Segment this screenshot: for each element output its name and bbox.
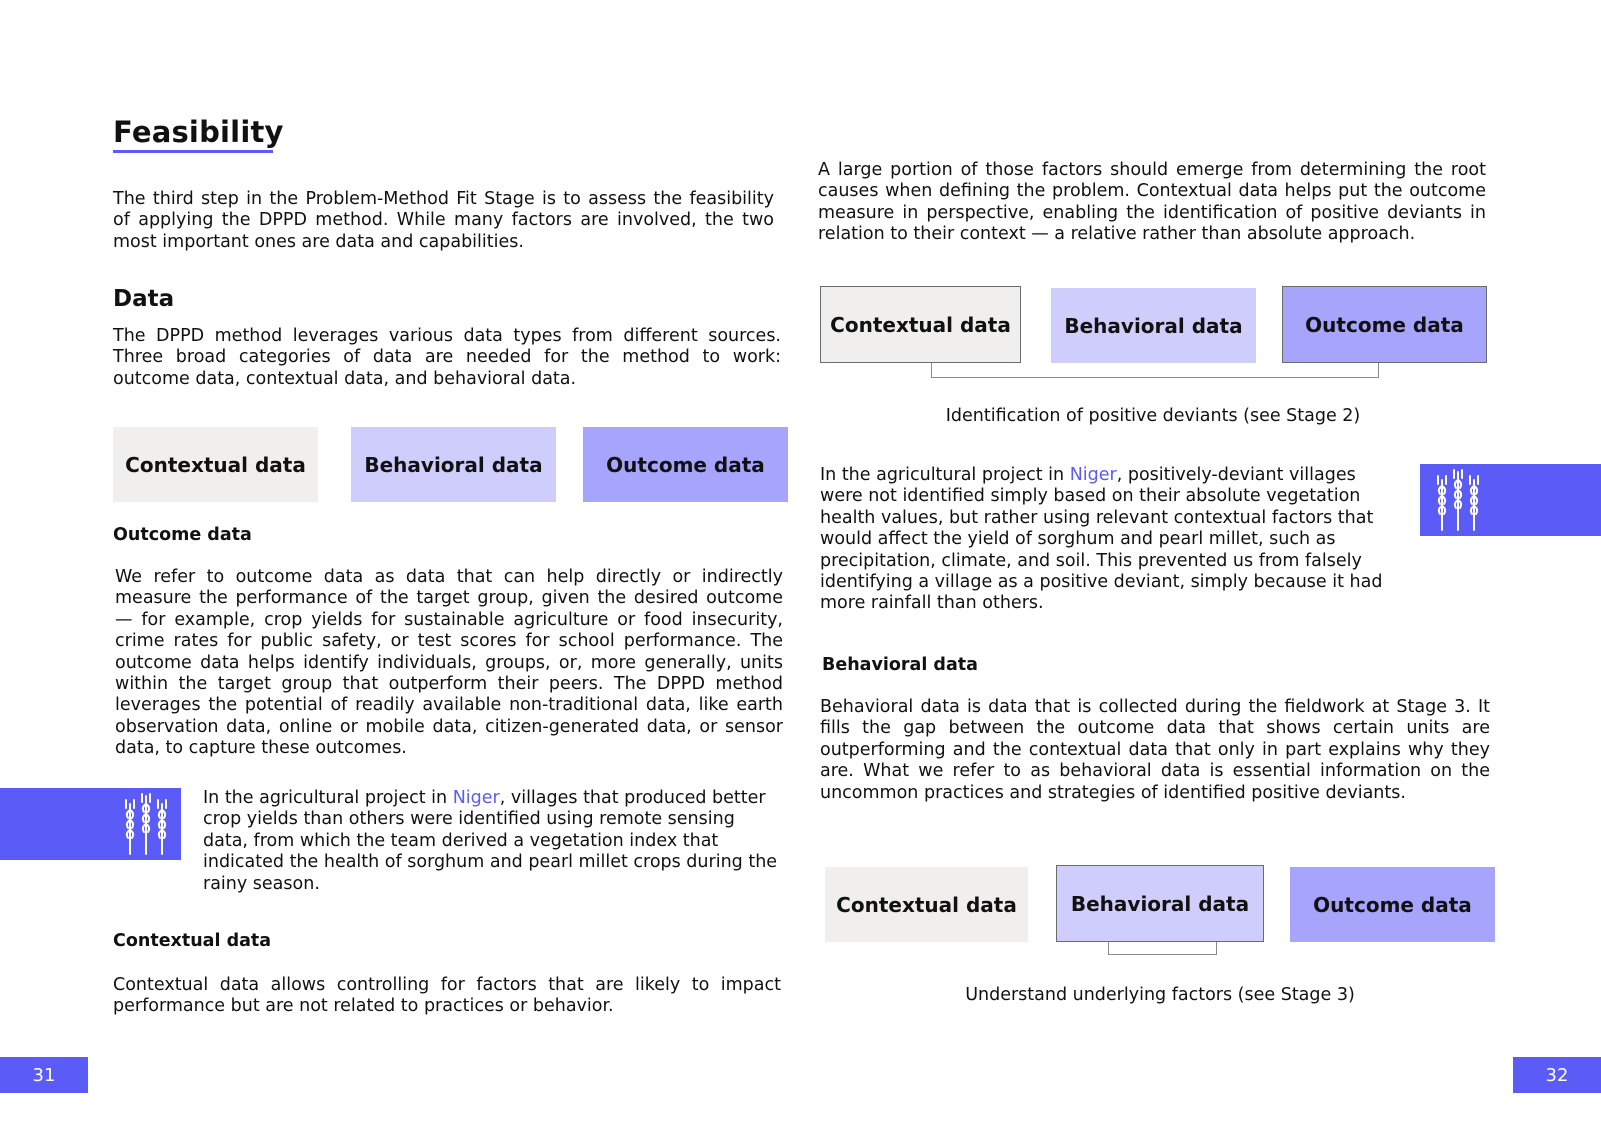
page-title: Feasibility	[113, 115, 284, 149]
data-heading: Data	[113, 286, 175, 312]
diagram2-behavioral-box: Behavioral data	[1056, 865, 1264, 942]
right-example-text-after: , positively-deviant villages were not identified simply based on their absolute vegetation health values, but rather using relevant contextual factors that would affect the yield of sorghum and pearl millet, such as precipitation, climate, and soil. This prevented us from falsely identifying a village as a positive deviant, simply because it had more rainfall than others.	[820, 465, 1383, 614]
right-example-icon-block	[1420, 464, 1601, 536]
diagram1-contextual-box: Contextual data	[820, 286, 1021, 363]
page-number-right: 32	[1513, 1057, 1601, 1093]
behavioral-data-paragraph: Behavioral data is data that is collected during the fieldwork at Stage 3. It fills the gap between the outcome data that shows certain units are outperforming and the contextual data that only in part explains why they are. What we refer to as behavioral data is essential information on the uncommon practices and strategies of identified positive deviants.	[820, 697, 1490, 803]
outcome-data-paragraph: We refer to outcome data as data that can help directly or indirectly measure the performance of the target group, given the desired outcome — for example, crop yields for sustainable agriculture or food insecurity, crime rates for public safety, or test scores for school performance. The outcome data helps identify individuals, groups, or, more generally, units within the target group that outperform their peers. The DPPD method leverages the potential of readily available non-traditional data, like earth observation data, online or mobile data, citizen-generated data, or sensor data, to capture these outcomes.	[115, 567, 783, 759]
right-example-text-before: In the agricultural project in	[820, 465, 1070, 485]
niger-link[interactable]: Niger	[452, 788, 500, 808]
page-number-left: 31	[0, 1057, 88, 1093]
data-intro-paragraph: The DPPD method leverages various data types from different sources. Three broad categories of data are needed for the method to work: outcome data, contextual data, and behavioral data.	[113, 326, 781, 389]
outcome-data-box: Outcome data	[583, 427, 788, 502]
diagram2-contextual-box: Contextual data	[825, 867, 1028, 942]
example-text-before: In the agricultural project in	[203, 788, 453, 808]
contextual-data-paragraph: Contextual data allows controlling for factors that are likely to impact performance but are not related to practices or behavior.	[113, 975, 781, 1017]
right-intro-paragraph: A large portion of those factors should emerge from determining the root causes when defining the problem. Contextual data helps put the outcome measure in perspective, enabling the identification of positive deviants in relation to their context — a relative rather than absolute approach.	[818, 160, 1486, 245]
diagram2-bracket	[1108, 942, 1217, 955]
diagram1-outcome-box: Outcome data	[1282, 286, 1487, 363]
diagram1-caption: Identification of positive deviants (see Stage 2)	[945, 406, 1361, 426]
example-text-after: , villages that produced better crop yields than others were identified using remote sensing data, from which the team derived a vegetation index that indicated the health of sorghum and pearl millet crops during the rainy season.	[203, 788, 778, 894]
behavioral-data-box: Behavioral data	[351, 427, 556, 502]
intro-paragraph: The third step in the Problem-Method Fit Stage is to assess the feasibility of applying the DPPD method. While many factors are involved, the two most important ones are data and capabilities.	[113, 189, 774, 252]
title-underline	[113, 150, 273, 153]
diagram2-outcome-box: Outcome data	[1290, 867, 1495, 942]
outcome-data-heading: Outcome data	[113, 525, 252, 545]
right-niger-link[interactable]: Niger	[1069, 465, 1117, 485]
niger-example-paragraph	[203, 788, 781, 895]
diagram1-behavioral-box: Behavioral data	[1051, 288, 1256, 363]
wheat-icon	[122, 792, 170, 856]
behavioral-data-heading: Behavioral data	[822, 655, 978, 675]
diagram1-bracket	[931, 363, 1379, 378]
diagram2-caption: Understand underlying factors (see Stage 3)	[965, 985, 1355, 1005]
contextual-data-box: Contextual data	[113, 427, 318, 502]
right-niger-example-paragraph	[820, 465, 1390, 615]
contextual-data-heading: Contextual data	[113, 931, 272, 951]
example-icon-block	[0, 788, 181, 860]
wheat-icon	[1434, 468, 1482, 532]
